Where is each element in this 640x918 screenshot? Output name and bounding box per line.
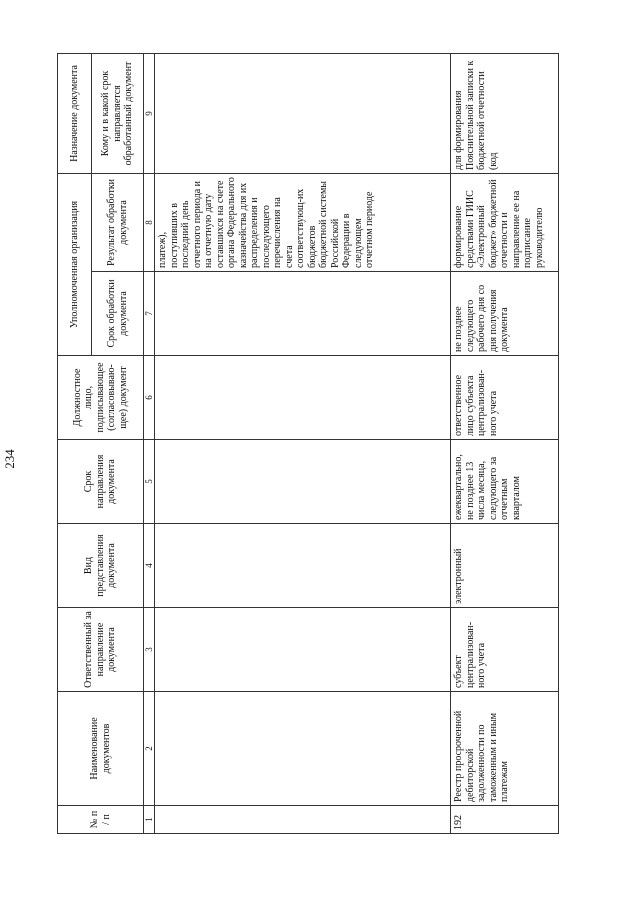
column-number: 3 bbox=[144, 608, 155, 692]
header-row-1 bbox=[58, 53, 92, 833]
row-recipient bbox=[155, 53, 451, 173]
header-signer: Должностное лицо, подписывающее (согласовываю-щее) документ bbox=[58, 356, 144, 440]
header-responsible: Ответственный за направление документа bbox=[58, 608, 144, 692]
header-doc-name: Наименование документов bbox=[58, 692, 144, 806]
row-result: платеж), поступивших в последний день отчетного периода и на отчетную дату оставшихся на счете органа Федерального казначейства для их распределения и последующего перечисления на счета соответствующ-их бюджетов бюджетной системы Российской Федерации в следующем отчетном периоде bbox=[155, 173, 451, 271]
column-number: 6 bbox=[144, 356, 155, 440]
row-result: формирование средствами ГИИС «Электронный бюджет» бюджетной отчетности и направление ее на подписание руководителю bbox=[451, 173, 559, 271]
column-number-row bbox=[144, 53, 155, 833]
column-number: 9 bbox=[144, 53, 155, 173]
header-result: Результат обработки документа bbox=[92, 173, 144, 271]
header-form: Вид представления документа bbox=[58, 524, 144, 608]
row-processing-term: не позднее следующего рабочего дня со дня получения документа bbox=[451, 272, 559, 356]
row-recipient: для формирования Пояснительной записки к бюджетной отчетности (код bbox=[451, 53, 559, 173]
column-number: 2 bbox=[144, 692, 155, 806]
table-row bbox=[155, 53, 451, 833]
column-number: 1 bbox=[144, 806, 155, 834]
column-number: 4 bbox=[144, 524, 155, 608]
row-deadline: ежеквартально, не позднее 13 числа месяца, следующего за отчетным кварталом bbox=[451, 440, 559, 524]
page-number: 234 bbox=[2, 449, 17, 469]
row-signer bbox=[155, 356, 451, 440]
row-deadline bbox=[155, 440, 451, 524]
row-processing-term bbox=[155, 272, 451, 356]
header-recipient: Кому и в какой срок направляется обработанный документ bbox=[92, 53, 144, 173]
row-form bbox=[155, 524, 451, 608]
row-num: 192 bbox=[451, 806, 559, 834]
column-number: 8 bbox=[144, 173, 155, 271]
row-doc-name bbox=[155, 692, 451, 806]
row-responsible bbox=[155, 608, 451, 692]
column-number: 7 bbox=[144, 272, 155, 356]
document-table bbox=[57, 53, 559, 834]
row-num bbox=[155, 806, 451, 834]
row-responsible: субъект централизован-ного учета bbox=[451, 608, 559, 692]
row-signer: ответственное лицо субъекта централизован-ного учета bbox=[451, 356, 559, 440]
header-num: № п / п bbox=[58, 806, 144, 834]
header-processing-term: Срок обработки документа bbox=[92, 272, 144, 356]
table-row bbox=[451, 53, 559, 833]
column-number: 5 bbox=[144, 440, 155, 524]
row-doc-name: Реестр просроченной дебиторской задолженности по таможенным и иным платежам bbox=[451, 692, 559, 806]
header-authorized-org: Уполномоченная организация bbox=[58, 173, 92, 355]
header-deadline: Срок направления документа bbox=[58, 440, 144, 524]
row-form: электронный bbox=[451, 524, 559, 608]
header-purpose: Назначение документа bbox=[58, 53, 92, 173]
